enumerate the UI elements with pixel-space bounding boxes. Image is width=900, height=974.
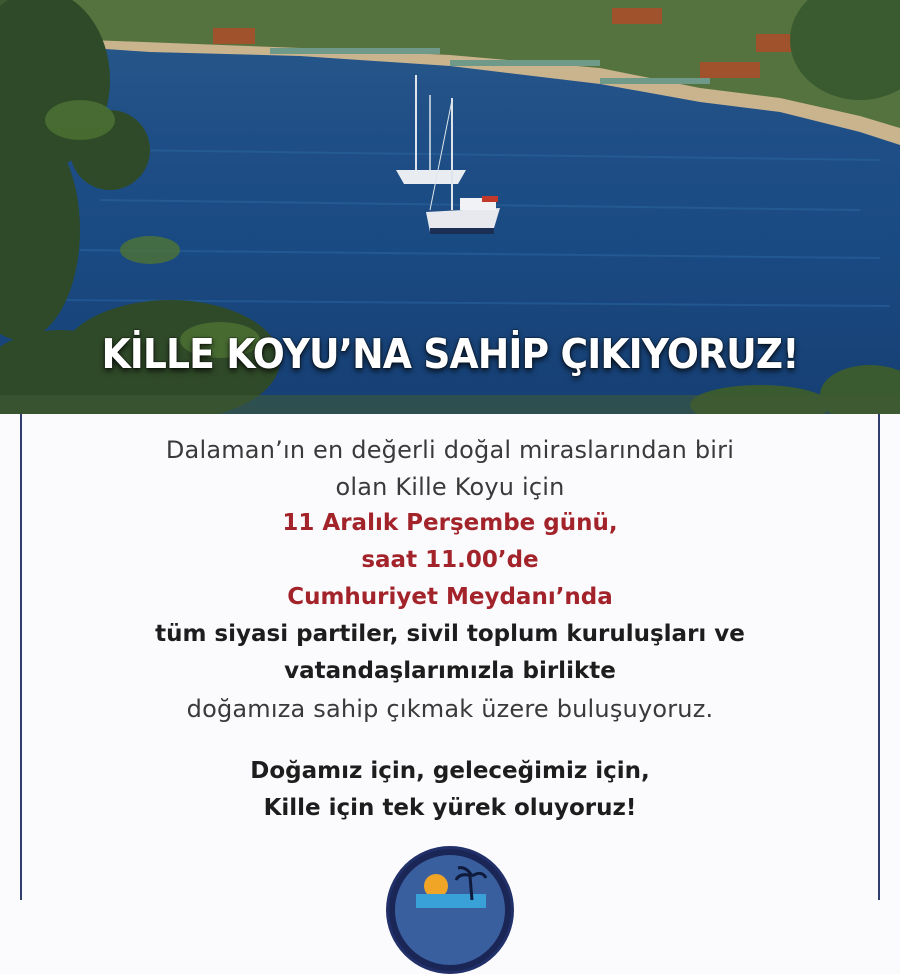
headline-title: KİLLE KOYU’NA SAHİP ÇIKIYORUZ! bbox=[101, 330, 799, 378]
intro-line-1: Dalaman’ın en değerli doğal miraslarından biri bbox=[165, 436, 735, 464]
intro-line-2: olan Kille Koyu için bbox=[335, 473, 565, 501]
event-place: Cumhuriyet Meydanı’nda bbox=[287, 584, 613, 610]
event-time: saat 11.00’de bbox=[361, 547, 539, 573]
invite-line-2: vatandaşlarımızla birlikte bbox=[284, 658, 616, 684]
municipality-logo bbox=[386, 846, 514, 974]
invite-line-3: doğamıza sahip çıkmak üzere buluşuyoruz. bbox=[186, 695, 714, 723]
closing-line-2: Kille için tek yürek oluyoruz! bbox=[263, 795, 637, 821]
closing-line-1: Doğamız için, geleceğimiz için, bbox=[250, 758, 650, 784]
hero-photo bbox=[0, 0, 900, 414]
event-date: 11 Aralık Perşembe günü, bbox=[282, 510, 618, 536]
logo-emblem-icon bbox=[386, 846, 514, 974]
announcement-body bbox=[20, 414, 880, 900]
invite-line-1: tüm siyasi partiler, sivil toplum kuruluşları ve bbox=[155, 621, 745, 647]
